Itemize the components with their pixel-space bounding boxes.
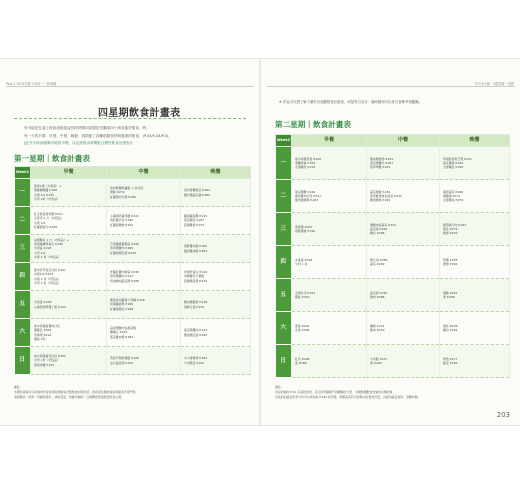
day-row — [276, 147, 510, 180]
dinner-cell: 番茄蛋花 P.260 燉雞湯 P.271 全麥麵包 P.276 — [440, 180, 510, 213]
breakfast-cell: 地中海風格雞肉沙拉 優酪乳 P.305 奇異果 P.224 優格 1份 — [31, 319, 107, 347]
day-label: 日 — [15, 347, 31, 375]
lunch-cell: 蔬菜燉飯 P.234 香煎鮭魚排佐菠菜 P.233 雞肉燉湯 P.269 — [367, 180, 440, 213]
title-divider — [14, 118, 246, 119]
right-running-rule — [267, 86, 515, 87]
breakfast-cell: 甜菜燉雞 P.216 番茄雞肉沙拉 P.217 雞肉燉鍋湯 P.263 — [292, 180, 367, 213]
day-row — [15, 291, 251, 319]
day-label: 二 — [15, 207, 31, 235]
lunch-cell: 小番茄吃番茄雞 P.221 馬鈴薯沙拉 P.230 紅蘿蔔燉物 P.202 — [107, 207, 181, 235]
breakfast-header: 早餐 — [292, 135, 367, 147]
lunch-header: 中餐 — [367, 135, 440, 147]
breakfast-cell: 吐司 P.296 蛋 P.268 — [292, 345, 367, 378]
dinner-cell: 烤魚 P.277 蔬菜 P.283 — [440, 345, 510, 378]
breakfast-cell: 地中海風番茄沙拉 P.305 牛奶 1份（市售品） 燕麥拿鐵 P.225 — [31, 347, 107, 375]
intro-line: 每一天的只要：早餐、中餐、晚餐，再搭配了四種項類食材與健康的飲食，(P.33/5.34/P.3)， — [24, 133, 172, 138]
day-label: 六 — [276, 312, 292, 345]
lunch-cell: 雞肉燉飯湯 P.239 菠菜燉雞肉 P.261 香草烤雞 P.225 — [367, 147, 440, 180]
dinner-cell: 烤豬肋排佐芒果 P.251 蔬菜燉湯 P.283 全麥麵包 P.258 — [440, 147, 510, 180]
day-row — [15, 235, 251, 263]
week1-section-heading: 第一星期｜飲食計畫表 — [14, 154, 90, 163]
dinner-cell: 燉菜 P.236 麵包 P.294 — [440, 312, 510, 345]
day-label: 六 — [15, 319, 31, 347]
footnote-line: 身菜的的蔬菜的身分均可以食物菜 P.292 的份量，調整高菜料可按照中的食材份量，也能和蔬菜食料，身體均衡。 — [275, 395, 421, 399]
week-header: Week2 — [276, 135, 292, 147]
day-row — [15, 263, 251, 291]
footnote-line: 身菜的豬肉 P.14 及高熱量肉，且可使用麵類不同種類的分量，可調整變動食材豬肉以類的資， — [275, 390, 396, 394]
breakfast-cell: 法國麵包 1 片（市售品）+ 黑胡椒燒烤南瓜 P.290 水果蛋 P.228 牛奶 1/2 水果 1 份（市售品） — [31, 235, 107, 263]
right-running-head: 每天3分鐘・4週菜餚・美麗 — [474, 82, 514, 86]
footnote-line: 備註： — [275, 385, 284, 389]
dinner-cell: 醬煮蘑菇雞 P.215 菠菜麵包 P.267 菇類雞湯 P.279 — [181, 207, 251, 235]
lunch-cell: 西班牙海鮮燉飯 P.268 法式蔬菜湯 P.250 — [107, 347, 181, 375]
day-row — [15, 207, 251, 235]
lunch-cell: 麵條 P.231 雞肉 P.250 — [367, 312, 440, 345]
dinner-cell: 番茄燉牛肉 P.263 燉菜 P.276 雞湯 P.299 — [440, 213, 510, 246]
week1-meal-table — [14, 166, 251, 375]
breakfast-cell: 燕麥1個（半燕麥）+ 果綠麵麵醬 P.208 水果 1/2 P.253 牛奶 1杯（市售品） — [31, 179, 107, 207]
dinner-cell: 海鮮雞肉湯 P.260 醬煮雞排飯 P.281 — [181, 235, 251, 263]
day-label: 二 — [276, 180, 292, 213]
lunch-header: 中餐 — [107, 167, 181, 179]
day-label: 一 — [15, 179, 31, 207]
lunch-cell: 燉雞肉佐蔬菜 P.232 蔬菜湯 P.281 麵包 P.298 — [367, 213, 440, 246]
page-title: 四星期飲食計畫表 — [98, 108, 181, 119]
dinner-cell: 洋蔥炒蛋白 P.210 肉燒雞包子燉飯 菇類燉菜湯 P.279 — [181, 263, 251, 291]
week2-meal-table — [275, 134, 510, 378]
day-label: 四 — [276, 246, 292, 279]
day-row — [276, 246, 510, 279]
week2-section-heading: 第二星期｜飲食計畫表 — [275, 120, 351, 129]
dinner-header: 晚餐 — [181, 167, 251, 179]
lunch-cell: 香料鮮雞餅蓋飯 + 起司培 根捲 P.239 紅蘿蔔肉片湯 P.286 — [107, 179, 181, 207]
lunch-cell: 炸醬紅雞肉燉菜 P.239 香草燉雞肉 P.213 奶油燒肉蔬菜湯 P.288 — [107, 263, 181, 291]
left-running-head: Part 2 2019年度入育和一一營養膳 — [6, 82, 57, 86]
day-row — [15, 347, 251, 375]
right-footnote — [275, 385, 495, 400]
day-row — [276, 213, 510, 246]
dinner-cell: 燒雞 P.291 湯 P.298 — [440, 279, 510, 312]
breakfast-cell: 燕麥 P.291 水果 P.296 — [292, 312, 367, 345]
day-row — [15, 179, 251, 207]
breakfast-header: 早餐 — [31, 167, 107, 179]
left-footnote — [14, 385, 250, 400]
day-label: 五 — [276, 279, 292, 312]
lunch-cell: 蔬菜湯 P.290 燉肉 P.288 — [367, 279, 440, 312]
breakfast-cell: 水果蛋 P.228 小番茄焗烤雞丁飯 P.264 — [31, 291, 107, 319]
right-page — [261, 59, 520, 425]
lunch-cell: 芒果醬燉黃蝦菜 P.228 香草燉雞肉 P.260 紅蘿蔔燉菜湯 P.236 — [107, 235, 181, 263]
dinner-cell: 牛小排燒烤 P.284 牛肉燉菜 P.292 — [181, 347, 251, 375]
day-row — [276, 345, 510, 378]
left-page — [0, 59, 259, 425]
intro-text — [24, 125, 244, 148]
day-label: 五 — [15, 291, 31, 319]
breakfast-cell: 水煮蛋 P.306 牛奶 1 杯 — [292, 246, 367, 279]
breakfast-cell: 甜米洋芋南瓜沙拉 P.227 水果1/2 P.253 水梨 1 份（市售品） 牛奶 1 份（市售品） — [31, 263, 107, 291]
breakfast-cell: 全麥吐司 P.214 優格 P.303 — [292, 279, 367, 312]
page-number: 203 — [496, 411, 510, 419]
footnote-line: 多選的菜餚可以用豬肉代替或用的健康易自製熟食的部位替，我希望及調控者從營養為外部門部， — [14, 390, 139, 394]
right-top-note: ※ 你也可以想了解下優於以規劃飲食計畫表，或是每日身分：隨時隨刻可以身分食參考相關團。 — [279, 100, 422, 104]
footnote-line: 備註： — [14, 385, 23, 389]
week-header: Week1 — [15, 167, 31, 179]
day-row — [15, 319, 251, 347]
day-label: 四 — [15, 263, 31, 291]
breakfast-cell: 紅豆燕麥排骨粥 P.227 全麥可 2 片（市售品） 水果 1/2 紅蘿蔔蛋片 P.228 — [31, 207, 107, 235]
breakfast-cell: 地中海風烘蛋 P.228 黑糖核桃 P.259 全麥麵包 P.218 — [292, 147, 367, 180]
dinner-cell: 香料鮮雞飯菜 P.284 鍋式燉蔬菜鍋 P.289 — [181, 179, 251, 207]
lunch-cell: 番茄香肉醬義大利麵 P.236 和風蘿蔔湯 P.286 紅蘿蔔燉菜 P.288 — [107, 291, 181, 319]
dinner-cell: 菠菜燉雞肉 P.233 雞蛋燉豆腐 P.265 — [181, 319, 251, 347]
dinner-cell: 烤雞 P.295 濃湯 P.292 — [440, 246, 510, 279]
day-label: 三 — [15, 235, 31, 263]
breakfast-cell: 燕麥粥 P.307 香蕉優格 P.316 — [292, 213, 367, 246]
lunch-cell: 燉牛肉 P.289 蔬菜 P.290 — [367, 246, 440, 279]
lunch-cell: 牛肉飯 P.237 湯 P.290 — [367, 345, 440, 378]
day-label: 一 — [276, 147, 292, 180]
intro-line: 有可能是忙碌上班族這段迎接你的時間四星期的先攝取四十到食能好幫食，時， — [24, 126, 150, 130]
day-label: 三 — [276, 213, 292, 246]
lunch-cell: 蒜香燉雞肉佐甜菜飯 鷹嘴豆 P.253 菠菜雞肉湯 P.284 — [107, 319, 181, 347]
intro-line: [此外不再卻錯喝可能的早餐，以及該經由時間配合變性飲食計畫表!] — [24, 141, 133, 146]
day-row — [276, 312, 510, 345]
left-running-rule — [6, 86, 254, 87]
day-label: 日 — [276, 345, 292, 378]
book-spread — [0, 58, 520, 426]
day-row — [276, 279, 510, 312]
footnote-line: 清爽麵包一紙用一份麵等量計，或的菜量、營養均衡的，以推薦按照搭配的飲食主餐。 — [14, 395, 124, 399]
dinner-header: 晚餐 — [440, 135, 510, 147]
day-row — [276, 180, 510, 213]
dinner-cell: 雞肉燉飯湯 P.218 海鮮豆腐 P.270 — [181, 291, 251, 319]
